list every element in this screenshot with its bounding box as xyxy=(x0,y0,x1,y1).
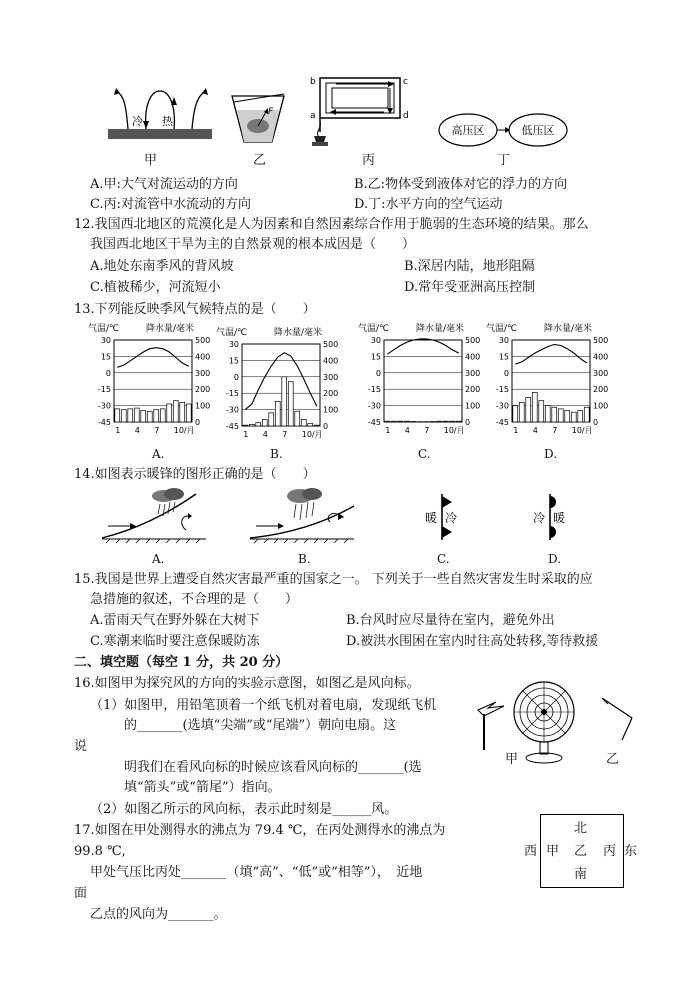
precip-bar xyxy=(256,423,261,426)
q14-label-a: A. xyxy=(152,552,165,566)
precip-bar xyxy=(519,402,524,422)
chart-left-tick: -15 xyxy=(97,385,111,395)
chart-left-tick: 15 xyxy=(498,352,509,362)
chart-left-tick: 0 xyxy=(503,368,509,378)
chart-x-tick: 4 xyxy=(262,430,268,439)
q12-stem-line1: 12.我国西北地区的荒漠化是人为因素和自然因素综合作用于脆弱的生态环境的结果。那么 xyxy=(74,217,589,232)
chart-right-tick: 500 xyxy=(323,340,339,349)
precip-bar xyxy=(385,421,390,422)
q16-stem: 16.如图甲为探究风的方向的实验示意图，如图乙是风向标。 xyxy=(74,676,420,691)
precip-bar xyxy=(545,406,550,422)
q16-p1-line4: 明我们在看风向标的时候应该看风向标的_______(选 xyxy=(124,760,422,775)
q17-line3: 甲处气压比丙处_______（填“高”、“低”或“相等”）， 近地 xyxy=(90,865,423,880)
fig3-corner-d: d xyxy=(403,111,409,121)
precip-bar xyxy=(450,421,455,422)
precip-bar xyxy=(539,401,544,422)
chart-left-tick: 30 xyxy=(100,336,111,345)
svg-text:F: F xyxy=(268,107,274,117)
fig-label-bing: 丙 xyxy=(362,153,376,168)
q16-figure-jia xyxy=(474,672,584,776)
temperature-line xyxy=(117,348,189,368)
fig3-corner-c: c xyxy=(403,77,408,87)
precip-bar xyxy=(141,411,146,422)
q13-label-a: A. xyxy=(152,447,165,461)
precip-bar xyxy=(314,425,319,426)
precip-bar xyxy=(160,409,165,422)
chart-x-tick: 10/月 xyxy=(443,426,465,435)
chart-x-tick: 10/月 xyxy=(301,430,323,439)
q14-d-warm: 暖 xyxy=(553,511,566,525)
chart-left-tick: 30 xyxy=(370,336,381,345)
q14-figure-d xyxy=(520,492,580,546)
fig-label-yi: 乙 xyxy=(253,153,267,168)
chart-right-tick: 200 xyxy=(465,385,481,395)
precip-bar xyxy=(456,421,461,422)
chart-left-tick: -30 xyxy=(97,401,111,411)
climate-chart-2 xyxy=(356,322,496,442)
q12-option-a: A.地处东南季风的背风坡 xyxy=(90,259,234,274)
chart-x-tick: 7 xyxy=(552,426,558,435)
q11-option-c: C.丙:对流管中水流动的方向 xyxy=(90,197,251,212)
q16-fig-jia-label: 甲 xyxy=(505,752,519,767)
precip-bar xyxy=(134,408,139,422)
q11-option-a: A.甲:大气对流运动的方向 xyxy=(90,177,238,192)
q16-p1-line3: 说 xyxy=(74,739,88,754)
q15-option-c: C.寒潮来临时要注意保暖防冻 xyxy=(90,634,260,649)
fig3-corner-a: a xyxy=(310,111,316,121)
q16-p1-line5: 填“箭头”或“箭尾”）指向。 xyxy=(124,780,281,795)
chart-x-tick: 1 xyxy=(513,426,519,435)
precip-bar xyxy=(301,419,306,426)
q13-label-c: C. xyxy=(418,447,431,461)
precip-bar xyxy=(552,407,557,422)
precip-bar xyxy=(308,424,313,426)
climate-chart-3 xyxy=(484,322,624,442)
chart-right-tick: 100 xyxy=(593,401,609,411)
q12-option-d: D.常年受亚洲高压控制 xyxy=(404,280,536,295)
q16-fig-yi-label: 乙 xyxy=(606,752,620,767)
q11-figure-ding xyxy=(436,110,570,154)
chart-x-tick: 4 xyxy=(134,426,140,435)
chart-right-tick: 300 xyxy=(465,368,481,378)
chart-left-tick: 15 xyxy=(100,352,111,362)
q15-option-a: A.雷雨天气在野外躲在大树下 xyxy=(90,613,260,628)
chart-right-tick: 400 xyxy=(323,356,339,366)
chart-x-tick: 10/月 xyxy=(173,426,195,435)
chart-right-tick: 400 xyxy=(195,352,211,362)
fig4-low-pressure: 低压区 xyxy=(521,124,555,137)
chart-left-tick: 0 xyxy=(375,368,381,378)
precip-bar xyxy=(180,402,185,422)
chart-x-tick: 1 xyxy=(385,426,391,435)
fig4-high-pressure: 高压区 xyxy=(451,124,485,137)
chart-right-tick: 0 xyxy=(593,418,599,427)
chart-left-tick: -15 xyxy=(495,385,509,395)
chart-right-tick: 300 xyxy=(195,368,211,378)
q13-label-b: B. xyxy=(270,447,283,461)
q15-option-d: D.被洪水围困在室内时往高处转移,等待救援 xyxy=(346,634,599,649)
chart-right-tick: 200 xyxy=(593,385,609,395)
q17-line4: 面 xyxy=(74,886,88,901)
chart-right-tick: 200 xyxy=(195,385,211,395)
q14-label-d: D. xyxy=(548,552,562,566)
q14-stem: 14.如图表示暖锋的图形正确的是（ ） xyxy=(74,467,316,482)
precip-bar xyxy=(571,412,576,422)
chart-left-tick: -15 xyxy=(367,385,381,395)
fig1-cold-label: 冷 xyxy=(132,115,143,128)
chart-right-tick: 0 xyxy=(465,418,471,427)
chart-right-tick: 500 xyxy=(465,336,481,345)
chart-left-tick: 30 xyxy=(228,340,239,349)
chart-left-tick: 0 xyxy=(105,368,111,378)
precip-bar xyxy=(262,419,267,426)
q11-figure-bing xyxy=(308,74,408,156)
chart-left-tick: -30 xyxy=(367,401,381,411)
chart-frame xyxy=(242,344,320,426)
precip-bar xyxy=(186,404,191,422)
chart-left-tick: -30 xyxy=(225,405,239,415)
precip-bar xyxy=(115,409,120,422)
precip-bar xyxy=(532,392,537,422)
chart-x-tick: 4 xyxy=(404,426,410,435)
precip-bar xyxy=(121,410,126,422)
precip-bar xyxy=(565,411,570,422)
q16-p1-line2: 的_______(选填“尖端”或“尾端”）朝向电扇。这 xyxy=(124,718,397,733)
fig3-corner-b: b xyxy=(310,77,316,87)
chart-left-tick: -45 xyxy=(225,422,239,431)
precip-bar xyxy=(295,411,300,426)
q17-north: 北 xyxy=(574,821,588,836)
fig-label-ding: 丁 xyxy=(497,153,511,168)
chart-left-tick: -45 xyxy=(495,418,509,427)
chart-header-temp: 气温/℃ xyxy=(486,324,518,334)
q17-line1: 17.如图在甲处测得水的沸点为 79.4 ℃，在丙处测得水的沸点为 xyxy=(74,823,446,838)
chart-x-tick: 7 xyxy=(154,426,160,435)
precip-bar xyxy=(558,409,563,422)
fig1-hot-label: 热 xyxy=(162,115,173,128)
q16-p2: （2）如图乙所示的风向标，表示此时刻是______风。 xyxy=(90,802,398,817)
chart-header-temp: 气温/℃ xyxy=(88,324,120,334)
precip-bar xyxy=(282,377,287,426)
q12-stem-line2: 我国西北地区干旱为主的自然景观的根本成因是（ ） xyxy=(90,237,416,252)
q17-line5: 乙点的风向为_______。 xyxy=(90,907,227,922)
climate-chart-1 xyxy=(214,326,354,446)
chart-right-tick: 100 xyxy=(195,401,211,411)
chart-right-tick: 200 xyxy=(323,389,339,399)
chart-left-tick: 0 xyxy=(233,372,239,382)
q12-option-c: C.植被稀少，河流短小 xyxy=(90,280,221,295)
precip-bar xyxy=(147,411,152,422)
chart-left-tick: 15 xyxy=(370,352,381,362)
chart-frame xyxy=(384,340,462,422)
temperature-line xyxy=(515,344,587,364)
chart-right-tick: 0 xyxy=(323,422,329,431)
chart-header-temp: 气温/℃ xyxy=(358,324,390,334)
q11-option-b: B.乙:物体受到液体对它的浮力的方向 xyxy=(354,177,568,192)
q12-option-b: B.深居内陆，地形阻隔 xyxy=(404,259,535,274)
chart-x-tick: 1 xyxy=(115,426,121,435)
q13-label-d: D. xyxy=(544,447,558,461)
q17-point-yi: 乙 xyxy=(574,844,588,859)
chart-left-tick: -45 xyxy=(367,418,381,427)
precip-bar xyxy=(128,409,133,422)
q13-stem: 13.下列能反映季风气候特点的是（ ） xyxy=(74,302,316,317)
precip-bar xyxy=(275,401,280,426)
q17-west: 西 xyxy=(524,844,538,859)
q16-p1-line1: （1）如图甲，用铅笔顶着一个纸飞机对着电扇，发现纸飞机 xyxy=(90,698,437,713)
chart-right-tick: 400 xyxy=(465,352,481,362)
chart-x-tick: 4 xyxy=(532,426,538,435)
chart-right-tick: 400 xyxy=(593,352,609,362)
precip-bar xyxy=(391,421,396,422)
q17-east: 东 xyxy=(624,844,638,859)
precip-bar xyxy=(404,421,409,422)
q14-label-c: C. xyxy=(437,552,450,566)
precip-bar xyxy=(443,421,448,422)
precip-bar xyxy=(154,410,159,422)
q14-c-cold: 冷 xyxy=(445,511,458,525)
fig-label-jia: 甲 xyxy=(144,153,158,168)
q14-figure-b xyxy=(248,486,358,548)
chart-right-tick: 500 xyxy=(195,336,211,345)
chart-left-tick: 30 xyxy=(498,336,509,345)
precip-bar xyxy=(513,406,518,422)
precip-bar xyxy=(173,401,178,422)
precip-bar xyxy=(269,413,274,426)
section2-title: 二、填空题（每空 1 分，共 20 分） xyxy=(74,655,289,670)
precip-bar xyxy=(288,382,293,426)
q14-c-warm: 暖 xyxy=(425,511,438,525)
chart-header-precip: 降水量/毫米 xyxy=(274,328,323,338)
q11-option-d: D.丁:水平方向的空气运动 xyxy=(354,197,503,212)
q14-label-b: B. xyxy=(298,552,311,566)
precip-bar xyxy=(243,425,248,426)
chart-left-tick: -30 xyxy=(495,401,509,411)
precip-bar xyxy=(437,421,442,422)
chart-header-precip: 降水量/毫米 xyxy=(146,324,195,334)
precip-bar xyxy=(578,411,583,422)
precip-bar xyxy=(398,421,403,422)
q11-figure-yi xyxy=(228,92,288,151)
q14-figure-c xyxy=(412,492,472,546)
chart-header-precip: 降水量/毫米 xyxy=(416,324,465,334)
chart-right-tick: 100 xyxy=(465,401,481,411)
q15-option-b: B.台风时应尽量待在室内，避免外出 xyxy=(346,613,555,628)
q14-d-cold: 冷 xyxy=(533,511,546,525)
chart-right-tick: 300 xyxy=(593,368,609,378)
precip-bar xyxy=(249,424,254,426)
temperature-line xyxy=(245,353,316,410)
chart-x-tick: 7 xyxy=(424,426,430,435)
chart-left-tick: -45 xyxy=(97,418,111,427)
precip-bar xyxy=(584,407,589,422)
chart-left-tick: -15 xyxy=(225,389,239,399)
chart-x-tick: 10/月 xyxy=(571,426,593,435)
q14-figure-a xyxy=(100,486,210,548)
chart-right-tick: 0 xyxy=(195,418,201,427)
chart-right-tick: 300 xyxy=(323,372,339,382)
chart-header-temp: 气温/℃ xyxy=(216,328,248,338)
q15-stem-line2: 急措施的叙述，不合理的是（ ） xyxy=(90,592,299,607)
chart-right-tick: 500 xyxy=(593,336,609,345)
chart-x-tick: 1 xyxy=(243,430,249,439)
temperature-line xyxy=(387,339,459,354)
q17-point-bing: 丙 xyxy=(603,844,617,859)
precip-bar xyxy=(526,397,531,422)
precip-bar xyxy=(167,404,172,422)
q16-figure-yi xyxy=(592,696,642,750)
q17-point-jia: 甲 xyxy=(546,844,560,859)
chart-header-precip: 降水量/毫米 xyxy=(544,324,593,334)
chart-x-tick: 7 xyxy=(282,430,288,439)
chart-left-tick: 15 xyxy=(228,356,239,366)
q15-stem-line1: 15.我国是世界上遭受自然灾害最严重的国家之一。 下列关于一些自然灾害发生时采取的应 xyxy=(74,572,593,587)
climate-chart-0 xyxy=(86,322,226,442)
q11-figure-jia xyxy=(106,85,216,149)
q17-line2: 99.8 ℃, xyxy=(74,844,126,859)
q17-south: 南 xyxy=(574,867,588,882)
chart-right-tick: 100 xyxy=(323,405,339,415)
